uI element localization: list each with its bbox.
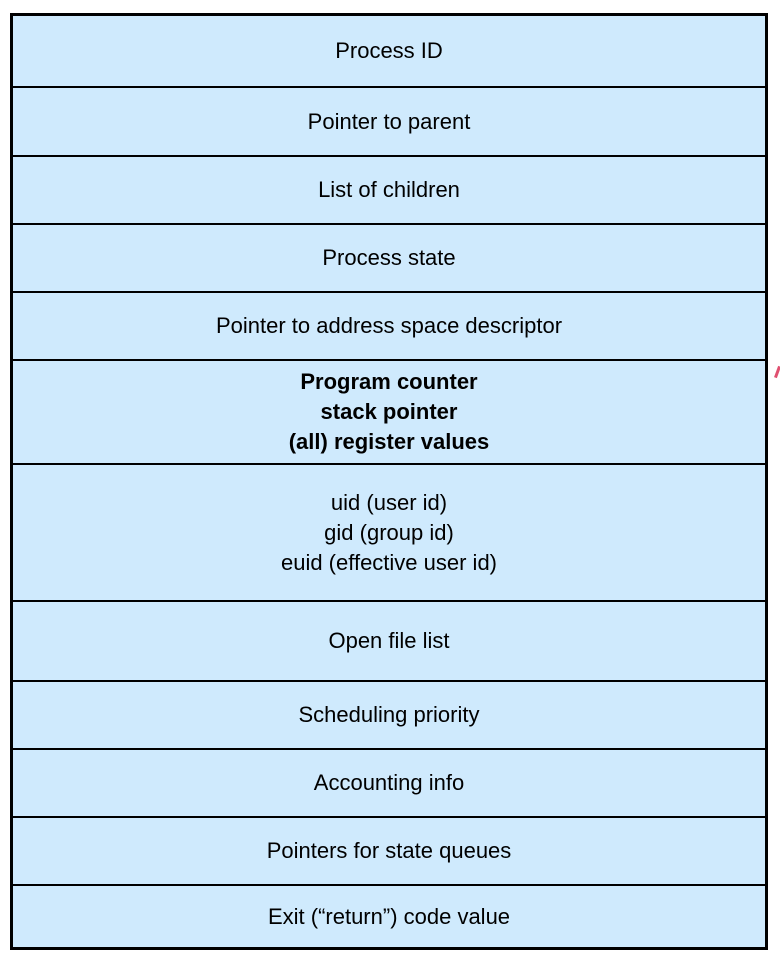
field-process-state [13, 225, 765, 293]
edge-mark-decoration [774, 366, 780, 378]
field-list-of-children [13, 157, 765, 225]
field-scheduling-priority [13, 682, 765, 750]
field-label: Pointer to parent [307, 108, 471, 134]
field-label: Open file list [328, 628, 450, 653]
field-label: Scheduling priority [298, 702, 480, 727]
field-label-line: gid (group id) [324, 519, 454, 545]
field-label-line: stack pointer [320, 399, 458, 424]
field-state-queue-pointers [13, 818, 765, 886]
field-label-line: Program counter [300, 369, 478, 394]
field-label-line: (all) register values [288, 429, 490, 454]
field-address-space-pointer [13, 293, 765, 361]
field-open-file-list [13, 602, 765, 682]
field-label-line: euid (effective user id) [280, 549, 498, 575]
field-cpu-registers [13, 361, 765, 465]
field-exit-code [13, 886, 765, 947]
field-user-ids [13, 465, 765, 602]
field-label: Pointer to address space descriptor [215, 313, 563, 338]
field-label: Process state [322, 245, 456, 270]
field-process-id [13, 16, 765, 88]
field-label: Pointers for state queues [266, 838, 512, 863]
field-pointer-to-parent [13, 88, 765, 157]
field-label-line: uid (user id) [330, 489, 448, 515]
field-accounting-info [13, 750, 765, 818]
process-control-block-table [10, 13, 768, 950]
field-label: List of children [318, 177, 460, 202]
field-label: Process ID [335, 38, 443, 63]
field-label: Accounting info [313, 770, 465, 795]
field-label: Exit (“return”) code value [267, 903, 511, 929]
